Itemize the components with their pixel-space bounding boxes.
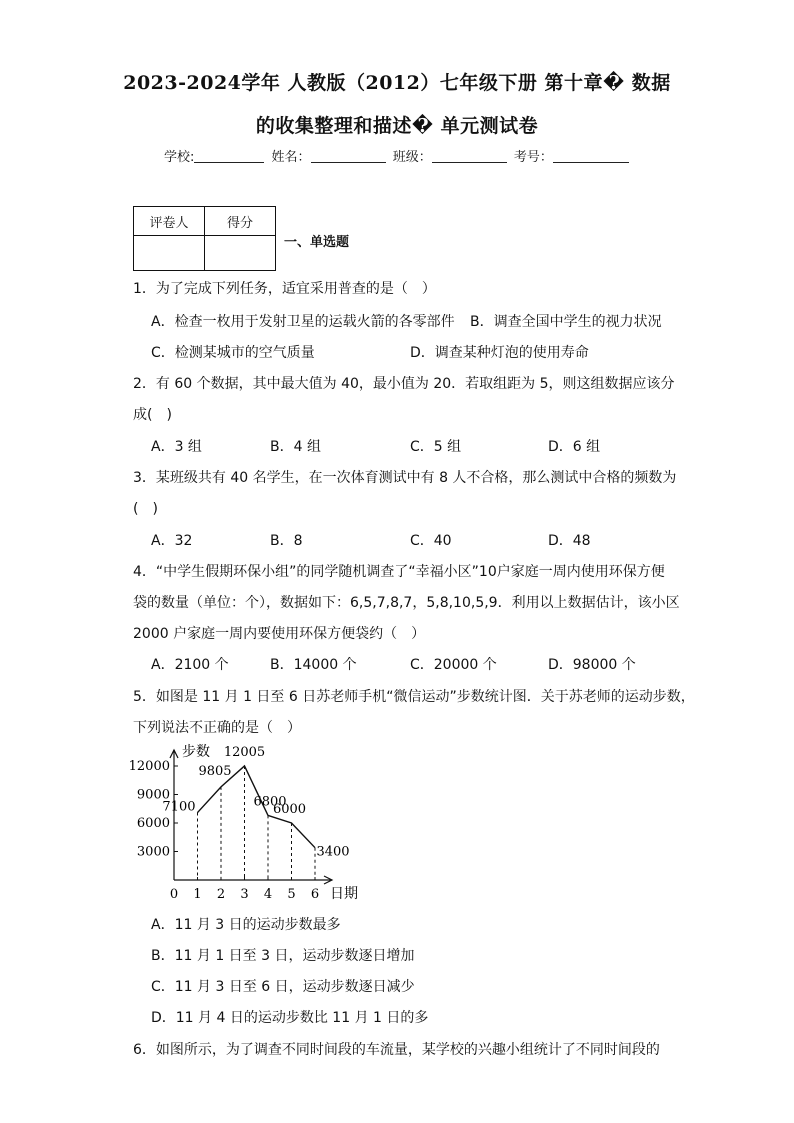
q1-text: 1．为了完成下列任务，适宜采用普查的是（ ） bbox=[133, 281, 436, 297]
x-tick-label: 6 bbox=[310, 887, 320, 902]
name-blank[interactable] bbox=[311, 150, 386, 163]
q3-option-d[interactable]: D．48 bbox=[548, 533, 591, 549]
data-label: 3400 bbox=[316, 844, 350, 860]
q1-option-d[interactable]: D．调查某种灯泡的使用寿命 bbox=[410, 345, 589, 361]
school-blank[interactable] bbox=[194, 150, 264, 163]
x-tick-label: 1 bbox=[193, 887, 202, 902]
exam-no-label: 考号： bbox=[513, 150, 553, 165]
q2-text-2: 成( ) bbox=[133, 407, 172, 423]
data-label: 12005 bbox=[223, 744, 266, 760]
x-tick-label: 3 bbox=[240, 887, 249, 902]
data-label: 6000 bbox=[272, 802, 307, 817]
q5-text-2: 下列说法不正确的是（ ） bbox=[133, 720, 301, 736]
q4-option-d[interactable]: D．98000 个 bbox=[548, 657, 636, 673]
y-tick-label: 9000 bbox=[136, 787, 170, 803]
q5-text-1: 5．如图是 11 月 1 日至 6 日苏老师手机“微信运动”步数统计图．关于苏老师的运动步数， bbox=[133, 689, 695, 705]
y-tick-label: 3000 bbox=[136, 844, 170, 860]
y-axis-label: 步数 bbox=[182, 744, 210, 760]
name-label: 姓名： bbox=[271, 150, 311, 165]
section-heading: 一、单选题 bbox=[284, 235, 350, 250]
q6-text-1: 6．如图所示，为了调查不同时间段的车流量，某学校的兴趣小组统计了不同时间段的 bbox=[133, 1042, 660, 1058]
q2-option-c[interactable]: C．5 组 bbox=[410, 439, 462, 455]
x-tick-label: 2 bbox=[216, 887, 226, 902]
data-label: 9805 bbox=[198, 763, 232, 779]
q4-text-3: 2000 户家庭一周内要使用环保方便袋约（ ） bbox=[133, 626, 426, 642]
data-label: 7100 bbox=[162, 799, 196, 815]
score-header: 得分 bbox=[205, 207, 276, 236]
y-tick-label: 6000 bbox=[136, 816, 170, 831]
score-cell[interactable] bbox=[205, 236, 276, 271]
x-axis-label: 日期 bbox=[330, 886, 358, 902]
q3-text-1: 3．某班级共有 40 名学生，在一次体育测试中有 8 人不合格，那么测试中合格的频数为 bbox=[133, 470, 677, 486]
q5-option-d[interactable]: D．11 月 4 日的运动步数比 11 月 1 日的多 bbox=[151, 1010, 429, 1026]
data-label: 6800 bbox=[253, 794, 287, 810]
class-blank[interactable] bbox=[432, 150, 507, 163]
q5-option-c[interactable]: C．11 月 3 日至 6 日，运动步数逐日减少 bbox=[151, 979, 415, 995]
q2-option-b[interactable]: B．4 组 bbox=[270, 439, 321, 455]
x-tick-label: 0 bbox=[169, 887, 179, 902]
q4-text-1: 4．“中学生假期环保小组”的同学随机调查了“幸福小区”10户家庭一周内使用环保方便 bbox=[133, 564, 665, 580]
x-tick-label: 5 bbox=[287, 887, 296, 902]
exam-no-blank[interactable] bbox=[553, 150, 629, 163]
student-info-row bbox=[164, 146, 632, 165]
q2-text-1: 2．有 60 个数据，其中最大值为 40，最小值为 20．若取组距为 5，则这组数据应该分 bbox=[133, 376, 675, 392]
q4-option-b[interactable]: B．14000 个 bbox=[270, 657, 357, 673]
q1-option-b[interactable]: B．调查全国中学生的视力状况 bbox=[470, 314, 662, 330]
x-tick-label: 4 bbox=[263, 887, 273, 902]
q3-option-a[interactable]: A．32 bbox=[151, 533, 193, 549]
class-label: 班级： bbox=[392, 150, 432, 165]
score-table bbox=[133, 206, 276, 271]
q5-option-a[interactable]: A．11 月 3 日的运动步数最多 bbox=[151, 917, 341, 933]
q4-text-2: 袋的数量（单位：个），数据如下：6,5,7,8,7，5,8,10,5,9．利用以上数据估计，该小区 bbox=[133, 595, 680, 611]
q1-option-c[interactable]: C．检测某城市的空气质量 bbox=[151, 345, 315, 361]
q3-text-2: ( ) bbox=[133, 501, 158, 517]
title-line-1: 2023-2024学年 人教版（2012）七年级下册 第十章� 数据 bbox=[123, 72, 671, 94]
q1-option-a[interactable]: A．检查一枚用于发射卫星的运载火箭的各零部件 bbox=[151, 314, 455, 330]
q4-option-c[interactable]: C．20000 个 bbox=[410, 657, 497, 673]
school-label: 学校: bbox=[164, 150, 195, 165]
reviewer-header: 评卷人 bbox=[134, 207, 205, 236]
q2-option-a[interactable]: A．3 组 bbox=[151, 439, 202, 455]
step-count-line-chart bbox=[128, 738, 368, 906]
reviewer-cell[interactable] bbox=[134, 236, 205, 271]
q3-option-c[interactable]: C．40 bbox=[410, 533, 452, 549]
q3-option-b[interactable]: B．8 bbox=[270, 533, 303, 549]
y-tick-label: 12000 bbox=[128, 759, 170, 774]
q5-option-b[interactable]: B．11 月 1 日至 3 日，运动步数逐日增加 bbox=[151, 948, 415, 964]
title-line-2: 的收集整理和描述� 单元测试卷 bbox=[255, 115, 539, 137]
q2-option-d[interactable]: D．6 组 bbox=[548, 439, 601, 455]
q4-option-a[interactable]: A．2100 个 bbox=[151, 657, 229, 673]
